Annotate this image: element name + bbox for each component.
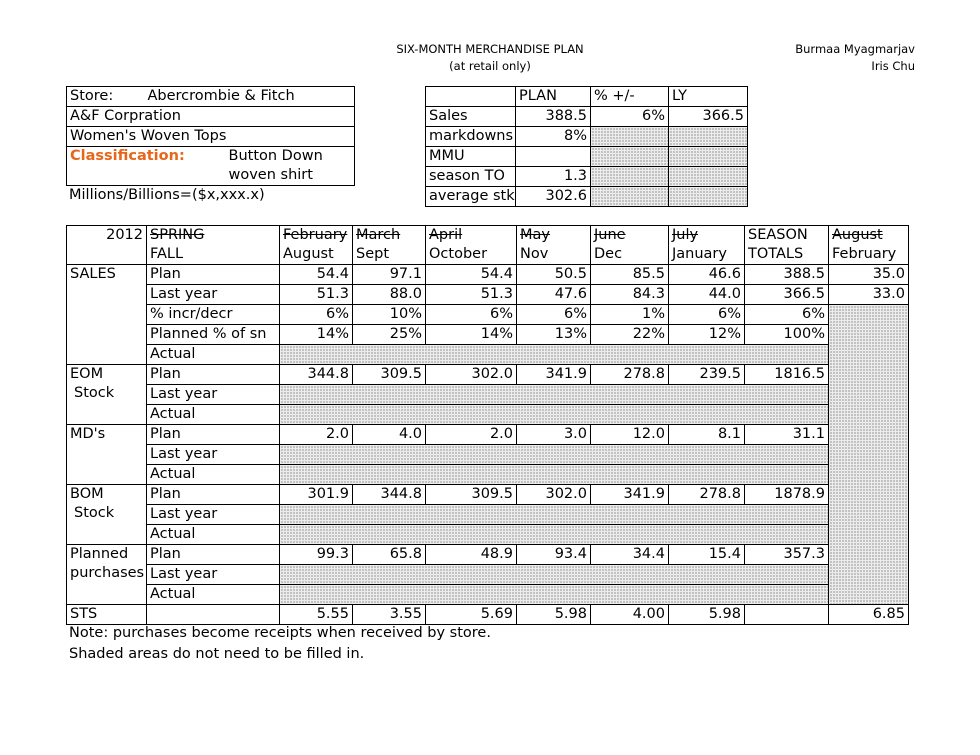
author-name-1: Burmaa Myagmarjav	[795, 42, 915, 56]
plan-year: 2012	[67, 226, 147, 246]
md-plan-total[interactable]: 31.1	[745, 425, 829, 445]
sales-plan-cell[interactable]: 97.1	[353, 265, 426, 285]
shaded-cell	[591, 147, 669, 167]
shaded-cell	[280, 405, 829, 425]
row-label: Plan	[147, 265, 280, 285]
section-purchases-label-1: Planned	[70, 546, 129, 562]
sts-total[interactable]	[745, 605, 829, 625]
sales-pct-total[interactable]: 100%	[745, 325, 829, 345]
author-name-2: Iris Chu	[871, 59, 915, 73]
season-spring: SPRING	[147, 226, 280, 246]
shaded-cell	[669, 187, 748, 207]
sales-plan-cell[interactable]: 54.4	[426, 265, 517, 285]
section-purchases-label-2: purchases	[70, 565, 145, 581]
row-label: Actual	[147, 405, 280, 425]
row-label: Last year	[147, 285, 280, 305]
sales-plan-cell[interactable]: 50.5	[517, 265, 591, 285]
month-fall-4: Nov	[517, 245, 591, 265]
md-plan-cell[interactable]: 8.1	[669, 425, 745, 445]
month-spring-2: March	[353, 226, 426, 246]
row-label: Last year	[147, 565, 280, 585]
summary-row-label: markdowns	[426, 127, 516, 147]
season-summary-table	[425, 86, 748, 207]
empty-cell	[67, 245, 147, 265]
summary-row-label: average stk	[426, 187, 516, 207]
shaded-cell	[280, 525, 829, 545]
summary-row-label: season TO	[426, 167, 516, 187]
shaded-cell	[280, 465, 829, 485]
sales-pct-cell[interactable]: 12%	[669, 325, 745, 345]
purchases-plan-cell[interactable]: 99.3	[280, 545, 353, 565]
sales-incr-cell[interactable]: 10%	[353, 305, 426, 325]
classification-label: Classification:	[70, 148, 185, 164]
sales-ly-cell[interactable]: 51.3	[426, 285, 517, 305]
sales-plan-total[interactable]: 388.5	[745, 265, 829, 285]
note-purchases: Note: purchases become receipts when received by store.	[69, 625, 491, 641]
department-name: Women's Woven Tops	[67, 127, 355, 147]
month-spring-6: July	[669, 226, 745, 246]
shaded-cell	[280, 445, 829, 465]
row-label: Actual	[147, 525, 280, 545]
month-fall-5: Dec	[591, 245, 669, 265]
purchases-plan-cell[interactable]: 65.8	[353, 545, 426, 565]
md-plan-cell[interactable]: 12.0	[591, 425, 669, 445]
section-bom-label-2: Stock	[74, 505, 115, 521]
eom-plan-cell[interactable]: 344.8	[280, 365, 353, 385]
row-label: Planned % of sn	[147, 325, 280, 345]
units-note: Millions/Billions=($x,xxx.x)	[69, 187, 265, 203]
sales-ly-cell[interactable]: 47.6	[517, 285, 591, 305]
empty-cell	[147, 605, 280, 625]
summary-sales-pct[interactable]: 6%	[591, 107, 669, 127]
purchases-plan-total[interactable]: 357.3	[745, 545, 829, 565]
eom-plan-cell[interactable]: 278.8	[591, 365, 669, 385]
sales-incr-cell[interactable]: 6%	[517, 305, 591, 325]
sts-cell[interactable]: 5.55	[280, 605, 353, 625]
row-label: Actual	[147, 585, 280, 605]
sales-ly-cell[interactable]: 51.3	[280, 285, 353, 305]
sales-incr-cell[interactable]: 1%	[591, 305, 669, 325]
summary-header-ly: LY	[669, 87, 748, 107]
row-label: Plan	[147, 545, 280, 565]
shaded-cell	[669, 147, 748, 167]
purchases-plan-cell[interactable]: 48.9	[426, 545, 517, 565]
store-value: Abercrombie & Fitch	[145, 87, 355, 107]
section-eom	[67, 365, 147, 425]
shaded-cell	[280, 385, 829, 405]
season-fall: FALL	[147, 245, 280, 265]
sales-plan-cell[interactable]: 54.4	[280, 265, 353, 285]
note-shaded: Shaded areas do not need to be filled in.	[69, 646, 365, 662]
sales-plan-next[interactable]: 35.0	[829, 265, 909, 285]
shaded-cell	[829, 305, 909, 605]
summary-markdowns-plan[interactable]: 8%	[516, 127, 591, 147]
bom-plan-cell[interactable]: 302.0	[517, 485, 591, 505]
bom-plan-total[interactable]: 1878.9	[745, 485, 829, 505]
month-spring-5: June	[591, 226, 669, 246]
shaded-cell	[280, 505, 829, 525]
bom-plan-cell[interactable]: 301.9	[280, 485, 353, 505]
summary-header-plan: PLAN	[516, 87, 591, 107]
section-sts: STS	[67, 605, 147, 625]
summary-mmu-plan[interactable]	[516, 147, 591, 167]
bom-plan-cell[interactable]: 278.8	[669, 485, 745, 505]
season-totals-header: SEASON	[745, 226, 829, 246]
row-label: Actual	[147, 345, 280, 365]
purchases-plan-cell[interactable]: 34.4	[591, 545, 669, 565]
shaded-cell	[280, 565, 829, 585]
store-info-box	[66, 86, 355, 186]
company-name: A&F Corpration	[67, 107, 355, 127]
section-markdowns: MD's	[67, 425, 147, 485]
bom-plan-cell[interactable]: 309.5	[426, 485, 517, 505]
classification-value-2: woven shirt	[228, 167, 313, 183]
row-label: Last year	[147, 385, 280, 405]
shaded-cell	[669, 127, 748, 147]
purchases-plan-cell[interactable]: 93.4	[517, 545, 591, 565]
shaded-cell	[280, 585, 829, 605]
shaded-cell	[591, 127, 669, 147]
section-purchases	[67, 545, 147, 605]
summary-corner	[426, 87, 516, 107]
sales-pct-cell[interactable]: 22%	[591, 325, 669, 345]
eom-plan-cell[interactable]: 309.5	[353, 365, 426, 385]
md-plan-cell[interactable]: 2.0	[280, 425, 353, 445]
md-plan-cell[interactable]: 3.0	[517, 425, 591, 445]
shaded-cell	[669, 167, 748, 187]
eom-plan-cell[interactable]: 341.9	[517, 365, 591, 385]
section-bom	[67, 485, 147, 545]
sales-pct-cell[interactable]: 14%	[426, 325, 517, 345]
month-spring-4: May	[517, 226, 591, 246]
month-spring-1: February	[280, 226, 353, 246]
row-label: Last year	[147, 505, 280, 525]
eom-plan-cell[interactable]: 302.0	[426, 365, 517, 385]
shaded-cell	[591, 167, 669, 187]
sts-next[interactable]: 6.85	[829, 605, 909, 625]
sales-incr-cell[interactable]: 6%	[280, 305, 353, 325]
sales-ly-cell[interactable]: 88.0	[353, 285, 426, 305]
summary-turnover-plan[interactable]: 1.3	[516, 167, 591, 187]
next-month-fall: February	[829, 245, 909, 265]
row-label: Plan	[147, 365, 280, 385]
summary-sales-ly[interactable]: 366.5	[669, 107, 748, 127]
season-totals-header-2: TOTALS	[745, 245, 829, 265]
bom-plan-cell[interactable]: 344.8	[353, 485, 426, 505]
row-label: Plan	[147, 425, 280, 445]
md-plan-cell[interactable]: 4.0	[353, 425, 426, 445]
section-bom-label-1: BOM	[70, 486, 104, 502]
shaded-cell	[280, 345, 829, 365]
summary-row-label: Sales	[426, 107, 516, 127]
sales-ly-total[interactable]: 366.5	[745, 285, 829, 305]
summary-row-label: MMU	[426, 147, 516, 167]
shaded-cell	[591, 187, 669, 207]
merchandise-plan-table	[66, 225, 909, 625]
classification-value-1: Button Down	[228, 148, 323, 164]
summary-avgstock-plan[interactable]: 302.6	[516, 187, 591, 207]
month-fall-1: August	[280, 245, 353, 265]
sales-incr-total[interactable]: 6%	[745, 305, 829, 325]
purchases-plan-cell[interactable]: 15.4	[669, 545, 745, 565]
eom-plan-cell[interactable]: 239.5	[669, 365, 745, 385]
section-eom-label-1: EOM	[70, 366, 104, 382]
sales-ly-cell[interactable]: 84.3	[591, 285, 669, 305]
sales-incr-cell[interactable]: 6%	[426, 305, 517, 325]
sales-ly-cell[interactable]: 44.0	[669, 285, 745, 305]
next-month-spring: August	[829, 226, 909, 246]
sales-pct-cell[interactable]: 14%	[280, 325, 353, 345]
bom-plan-cell[interactable]: 341.9	[591, 485, 669, 505]
row-label: % incr/decr	[147, 305, 280, 325]
row-label: Actual	[147, 465, 280, 485]
summary-header-pct: % +/-	[591, 87, 669, 107]
sts-cell[interactable]: 5.98	[669, 605, 745, 625]
section-sales: SALES	[67, 265, 147, 365]
summary-sales-plan[interactable]: 388.5	[516, 107, 591, 127]
row-label: Plan	[147, 485, 280, 505]
sales-plan-cell[interactable]: 46.6	[669, 265, 745, 285]
sts-cell[interactable]: 5.98	[517, 605, 591, 625]
month-fall-2: Sept	[353, 245, 426, 265]
md-plan-cell[interactable]: 2.0	[426, 425, 517, 445]
store-label: Store:	[67, 87, 145, 107]
eom-plan-total[interactable]: 1816.5	[745, 365, 829, 385]
month-spring-3: April	[426, 226, 517, 246]
sts-cell[interactable]: 3.55	[353, 605, 426, 625]
row-label: Last year	[147, 445, 280, 465]
sts-cell[interactable]: 4.00	[591, 605, 669, 625]
sales-incr-cell[interactable]: 6%	[669, 305, 745, 325]
sales-plan-cell[interactable]: 85.5	[591, 265, 669, 285]
month-fall-6: January	[669, 245, 745, 265]
page-subtitle: (at retail only)	[449, 59, 531, 73]
page-title: SIX-MONTH MERCHANDISE PLAN	[396, 42, 584, 56]
month-fall-3: October	[426, 245, 517, 265]
sales-ly-next[interactable]: 33.0	[829, 285, 909, 305]
sts-cell[interactable]: 5.69	[426, 605, 517, 625]
section-eom-label-2: Stock	[74, 385, 115, 401]
sales-pct-cell[interactable]: 13%	[517, 325, 591, 345]
sales-pct-cell[interactable]: 25%	[353, 325, 426, 345]
